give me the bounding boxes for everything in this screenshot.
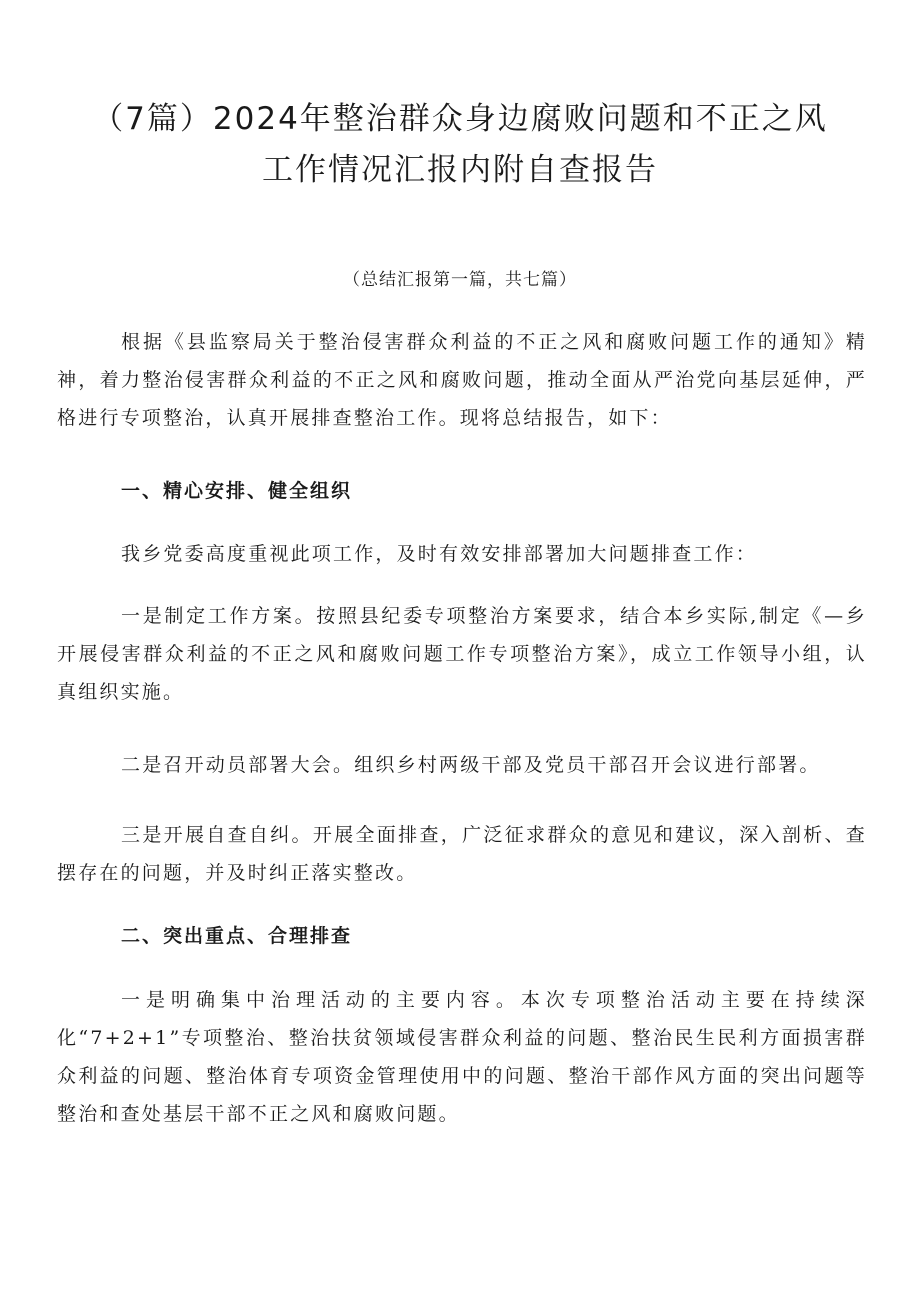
document-subtitle: （总结汇报第一篇，共七篇）: [343, 270, 577, 290]
title-line-2: 工作情况汇报内附自查报告: [262, 152, 658, 188]
section-heading-2: 二、突出重点、合理排查: [121, 925, 353, 947]
document-title: [60, 94, 860, 196]
paragraph-self-inspection: 三是开展自查自纠。开展全面排查，广泛征求群众的意见和建议，深入剖析、查摆存在的问题，并及时纠正落实整改。: [57, 824, 867, 884]
paragraph-party-committee: 我乡党委高度重视此项工作，及时有效安排部署加大问题排查工作：: [121, 543, 758, 565]
paragraph-main-content: 一是明确集中治理活动的主要内容。本次专项整治活动主要在持续深化“7+2+1”专项整治、整治扶贫领域侵害群众利益的问题、整治民生民利方面损害群众利益的问题、整治体育专项资金管理使用中的问题、整治干部作风方面的突出问题等整治和查处基层干部不正之风和腐败问题。: [57, 989, 867, 1125]
paragraph-intro: 根据《县监察局关于整治侵害群众利益的不正之风和腐败问题工作的通知》精神，着力整治侵害群众利益的不正之风和腐败问题，推动全面从严治党向基层延伸，严格进行专项整治，认真开展排查整治工作。现将总结报告，如下：: [57, 331, 867, 429]
section-heading-1: 一、精心安排、健全组织: [121, 480, 353, 502]
paragraph-work-plan: 一是制定工作方案。按照县纪委专项整治方案要求，结合本乡实际,制定《—乡开展侵害群众利益的不正之风和腐败问题工作专项整治方案》，成立工作领导小组，认真组织实施。: [57, 605, 867, 703]
paragraph-mobilization-meeting: 二是召开动员部署大会。组织乡村两级干部及党员干部召开会议进行部署。: [121, 754, 821, 776]
title-line-1: （7篇）2024年整治群众身边腐败问题和不正之风: [92, 101, 828, 137]
